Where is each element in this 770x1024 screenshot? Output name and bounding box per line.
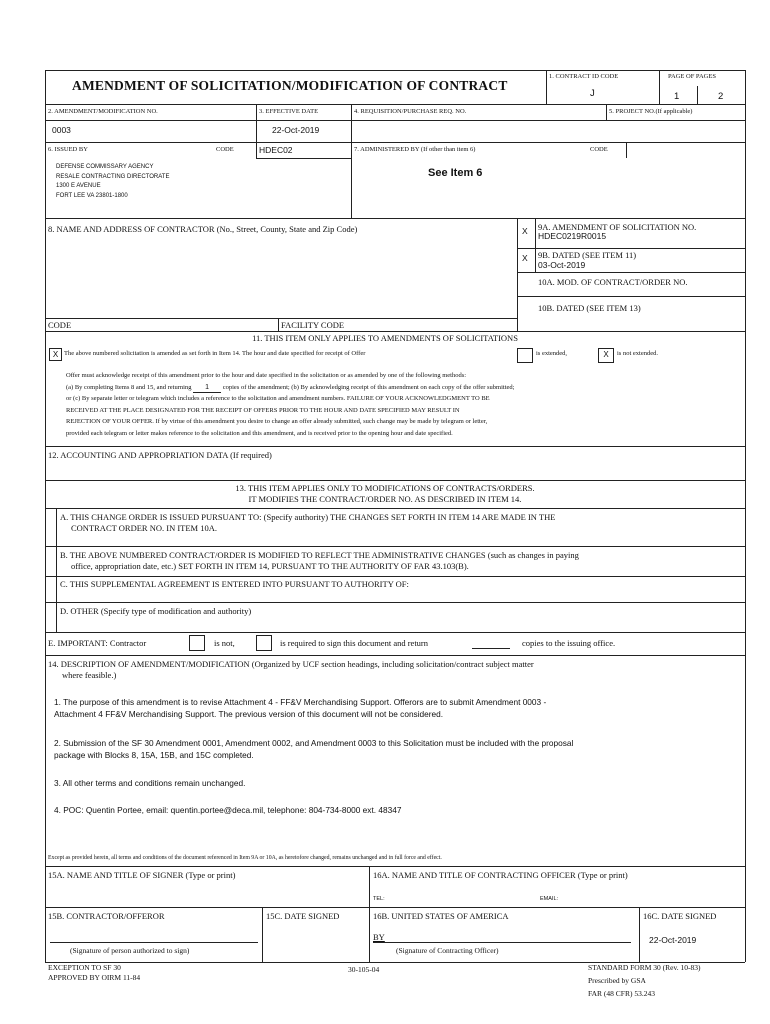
page-of-pages-label: PAGE OF PAGES	[668, 73, 716, 80]
solicitation-amended-checkbox[interactable]: X	[49, 348, 62, 361]
value-9a: HDEC0219R0015	[538, 231, 607, 241]
label-16a: 16A. NAME AND TITLE OF CONTRACTING OFFICER (Type or print)	[373, 870, 628, 880]
item11-text: The above numbered solicitation is amended as set forth in Item 14. The hour and date specified for receipt of Offer	[64, 350, 366, 357]
issued-code-label: CODE	[216, 146, 234, 153]
label-16c: 16C. DATE SIGNED	[643, 911, 717, 921]
contract-id-label: 1. CONTRACT ID CODE	[549, 73, 619, 80]
label-15b: 15B. CONTRACTOR/OFFEROR	[48, 911, 165, 921]
footer-right-1: STANDARD FORM 30 (Rev. 10-83)	[588, 963, 701, 972]
is-required-checkbox[interactable]	[256, 635, 272, 651]
item13c: C. THIS SUPPLEMENTAL AGREEMENT IS ENTERED INTO PURSUANT TO AUTHORITY OF:	[60, 579, 409, 589]
item11-heading: 11. THIS ITEM ONLY APPLIES TO AMENDMENTS OF SOLICITATIONS	[252, 333, 518, 343]
copies-label: copies to the issuing office.	[522, 638, 616, 648]
amendment-no-value: 0003	[52, 125, 71, 135]
is-extended-checkbox[interactable]	[517, 348, 533, 363]
item14-description-4: 4. POC: Quentin Portee, email: quentin.portee@deca.mil, telephone: 804-734-8000 ext. 48347	[54, 805, 402, 815]
requisition-label: 4. REQUISITION/PURCHASE REQ. NO.	[354, 108, 467, 115]
amendment-no-label: 2. AMENDMENT/MODIFICATION NO.	[48, 108, 158, 115]
instruction-line	[66, 382, 514, 394]
except-note: Except as provided herein, all terms and conditions of the document referenced in Item 9A or 10A, as heretofore changed, remains unchanged and in full force and effect.	[48, 855, 442, 861]
project-label: 5. PROJECT NO.(If applicable)	[609, 108, 693, 115]
item13-heading2: IT MODIFIES THE CONTRACT/ORDER NO. AS DESCRIBED IN ITEM 14.	[248, 494, 522, 504]
issued-code-value: HDEC02	[259, 145, 293, 155]
signature-person-label: (Signature of person authorized to sign)	[70, 946, 190, 955]
item13b-line1: B. THE ABOVE NUMBERED CONTRACT/ORDER IS MODIFIED TO REFLECT THE ADMINISTRATIVE CHANGES (such as changes in paying	[60, 550, 579, 560]
form-title: AMENDMENT OF SOLICITATION/MODIFICATION OF CONTRACT	[72, 78, 508, 93]
copies-return-field[interactable]	[472, 648, 510, 649]
is-required-label: is required to sign this document and return	[280, 638, 429, 648]
check-9b[interactable]: X	[522, 253, 528, 263]
label-10b: 10B. DATED (SEE ITEM 13)	[538, 303, 641, 313]
contract-id-value: J	[590, 88, 595, 99]
label-15c: 15C. DATE SIGNED	[266, 911, 340, 921]
value-9b: 03-Oct-2019	[538, 260, 586, 270]
signature-officer-label: (Signature of Contracting Officer)	[396, 946, 499, 955]
administered-code-label: CODE	[590, 146, 608, 153]
item13d: D. OTHER (Specify type of modification and authority)	[60, 606, 252, 616]
instruction-text: (a) By completing Items 8 and 15, and returning	[66, 383, 192, 391]
not-extended-label: is not extended.	[617, 350, 658, 357]
effective-date-value: 22-Oct-2019	[272, 125, 320, 135]
important-label: E. IMPORTANT: Contractor	[48, 638, 147, 648]
label-15a: 15A. NAME AND TITLE OF SIGNER (Type or print)	[48, 870, 236, 880]
issuer-address	[56, 163, 169, 201]
tel-label: TEL:	[373, 896, 385, 902]
instruction-line: RECEIVED AT THE PLACE DESIGNATED FOR THE RECEIPT OF OFFERS PRIOR TO THE HOUR AND DATE SPECIFIED MAY RESULT IN	[66, 406, 460, 414]
footer-center: 30-105-04	[348, 965, 380, 974]
item13a-line2: CONTRACT ORDER NO. IN ITEM 10A.	[71, 523, 217, 533]
contractor-label: 8. NAME AND ADDRESS OF CONTRACTOR (No., Street, County, State and Zip Code)	[48, 224, 358, 234]
administered-value: See Item 6	[428, 167, 483, 179]
is-extended-label: is extended,	[536, 350, 568, 357]
facility-code-label: FACILITY CODE	[281, 320, 345, 330]
item14-label1: 14. DESCRIPTION OF AMENDMENT/MODIFICATION (Organized by UCF section headings, including solicitation/contract subject matter	[48, 659, 534, 669]
check-9a[interactable]: X	[522, 226, 528, 236]
instruction-line: REJECTION OF YOUR OFFER. If by virtue of this amendment you desire to change an offer already submitted, such change may be made by telegram or letter,	[66, 418, 488, 425]
item13a-line1: A. THIS CHANGE ORDER IS ISSUED PURSUANT TO: (Specify authority) THE CHANGES SET FORTH IN ITEM 14 ARE MADE IN THE	[60, 512, 556, 522]
date-16c: 22-Oct-2019	[649, 935, 697, 945]
contractor-code-label: CODE	[48, 320, 72, 330]
item13-heading1: 13. THIS ITEM APPLIES ONLY TO MODIFICATIONS OF CONTRACTS/ORDERS.	[235, 483, 535, 493]
page-number: 1	[674, 91, 680, 102]
item12-label: 12. ACCOUNTING AND APPROPRIATION DATA (If required)	[48, 450, 272, 460]
item14-description-2	[54, 738, 573, 761]
footer-right-3: FAR (48 CFR) 53.243	[588, 989, 655, 998]
not-extended-checkbox[interactable]: X	[598, 348, 614, 363]
copies-field: 1	[193, 384, 221, 393]
email-label: EMAIL:	[540, 896, 559, 902]
issuer-line: DEFENSE COMMISSARY AGENCY	[56, 164, 154, 170]
issuer-line: FORT LEE VA 23801-1800	[56, 192, 128, 199]
issuer-line: 1300 E AVENUE	[56, 183, 101, 189]
is-not-checkbox[interactable]	[189, 635, 205, 651]
issuer-line: RESALE CONTRACTING DIRECTORATE	[56, 173, 170, 180]
label-9a: 9A. AMENDMENT OF SOLICITATION NO.	[538, 222, 697, 232]
effective-date-label: 3. EFFECTIVE DATE	[259, 108, 319, 115]
is-not-label: is not,	[214, 638, 235, 648]
item14-description	[54, 697, 546, 720]
label-10a: 10A. MOD. OF CONTRACT/ORDER NO.	[538, 277, 688, 287]
by-label: BY	[373, 932, 385, 942]
label-16b: 16B. UNITED STATES OF AMERICA	[373, 911, 509, 921]
instruction-line: Offer must acknowledge receipt of this amendment prior to the hour and date specified in the solicitation or as amended by one of the following methods:	[66, 372, 467, 379]
description-line: package with Blocks 8, 15A, 15B, and 15C completed.	[54, 749, 254, 760]
instruction-line: or (c) By separate letter or telegram which includes a reference to the solicitation and amendment numbers. FAILURE OF YOUR ACKNOWLEDGMENT TO BE	[66, 395, 490, 402]
description-line: Attachment 4 FF&V Merchandising Support. The previous version of this document will not be considered.	[54, 708, 444, 719]
footer-left-1: EXCEPTION TO SF 30	[48, 963, 121, 972]
instruction-line: provided each telegram or letter makes reference to the solicitation and this amendment, and is received prior to the opening hour and date specified.	[66, 429, 453, 437]
description-line: 1. The purpose of this amendment is to revise Attachment 4 - FF&V Merchandising Support. Offerors are to submit Amendment 0003 -	[54, 697, 547, 707]
item13b-line2: office, appropriation date, etc.) SET FORTH IN ITEM 14, PURSUANT TO THE AUTHORITY OF FAR 43.103(B).	[71, 561, 469, 571]
page-count: 2	[718, 91, 724, 102]
instruction-text: copies of the amendment; (b) By acknowledging receipt of this amendment on each copy of the offer submitted;	[222, 383, 515, 391]
footer-right-2: Prescribed by GSA	[588, 976, 646, 985]
label-9b: 9B. DATED (SEE ITEM 11)	[538, 250, 637, 260]
item14-description-3: 3. All other terms and conditions remain unchanged.	[54, 778, 246, 788]
footer-left-2: APPROVED BY OIRM 11-84	[48, 973, 141, 982]
item14-label2: where feasible.)	[62, 670, 117, 680]
issued-by-label: 6. ISSUED BY	[48, 146, 88, 153]
administered-label: 7. ADMINISTERED BY (If other than item 6)	[354, 146, 476, 153]
description-line: 2. Submission of the SF 30 Amendment 0001, Amendment 0002, and Amendment 0003 to this Solicitation must be included with the proposal	[54, 738, 574, 748]
item11-instructions	[66, 370, 514, 439]
